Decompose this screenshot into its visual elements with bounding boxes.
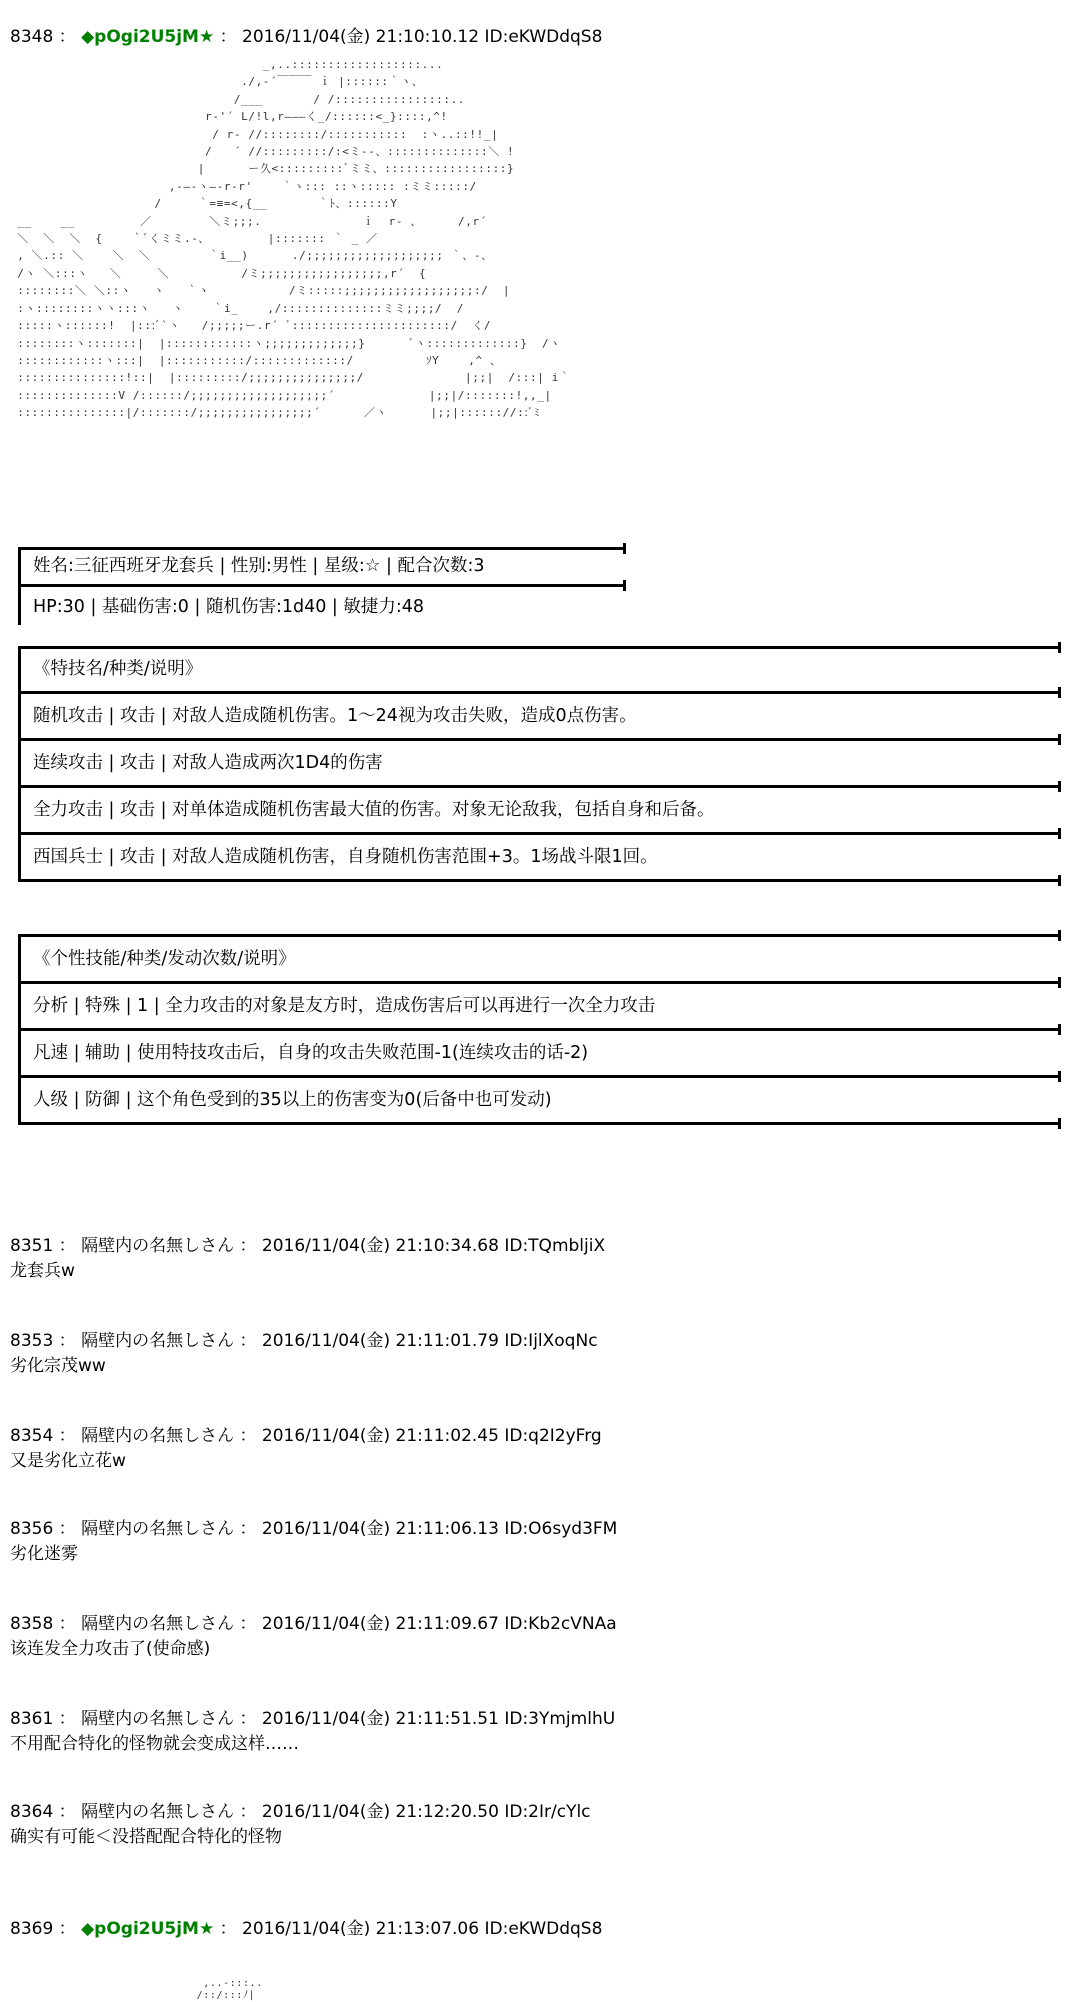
post-body-8353: 劣化宗茂ww	[10, 1356, 106, 1376]
divider	[21, 1122, 1061, 1125]
post-date: 2016/11/04(金) 21:11:06.13	[261, 1519, 499, 1539]
trait-row: 分析 | 特殊 | 1 | 全力攻击的对象是友方时，造成伤害后可以再进行一次全力攻击	[33, 996, 656, 1016]
post-id[interactable]: ID:2Ir/cYlc	[504, 1802, 591, 1822]
poster-name: 隔壁内の名無しさん	[81, 1331, 235, 1351]
trait-row: 凡速 | 辅助 | 使用特技攻击后，自身的攻击失败范围-1(连续攻击的话-2)	[33, 1043, 589, 1063]
post-header-8358: 8358 ： 隔壁内の名無しさん ： 2016/11/04(金) 21:11:09.67 ID:Kb2cVNAa	[10, 1614, 617, 1634]
post-number: 8358	[10, 1614, 54, 1634]
divider	[21, 879, 1061, 882]
post-id[interactable]: ID:TQmbljiX	[504, 1236, 606, 1256]
post-date: 2016/11/04(金) 21:11:01.79	[261, 1331, 499, 1351]
trait-row: 人级 | 防御 | 这个角色受到的35以上的伤害变为0(后备中也可发动)	[33, 1090, 552, 1110]
poster-trip[interactable]: ◆pOgi2U5jM★	[81, 1919, 215, 1939]
poster-name: 隔壁内の名無しさん	[81, 1802, 235, 1822]
skills-header: 《特技名/种类/说明》	[33, 659, 203, 679]
ascii-art-fragment: ,..-:::.. /::/:::ﾉ|	[196, 1978, 263, 2001]
post-body-8364: 确实有可能＜没搭配配合特化的怪物	[10, 1827, 282, 1847]
post-id[interactable]: ID:3YmjmlhU	[504, 1709, 616, 1729]
post-body-8354: 又是劣化立花w	[10, 1451, 126, 1471]
post-date: 2016/11/04(金) 21:12:20.50	[261, 1802, 499, 1822]
post-id[interactable]: ID:q2I2yFrg	[504, 1426, 602, 1446]
ascii-art-knight: _,..::::::::::::::::::... ./,-´￣￣￣ ｉ |::::::｀ヽ、 /___ / /::::::::::::::::.. r‐'´ L/!l,r―――く_/::::::<_}::::,^! / r‐ //::::::::/::::::::::: :ヽ..::!!_| / ´ //:::::::::/:<ミ--、::::::::::::::＼ ! | ー久<:::::::::ﾞミミ、:::::::::::::::::} ,-―-ヽ―-r-r' ｀ヽ::: ::ヽ::::: :ミミ:::::/ / ｀=≡=<,{__ ｀ﾄ、::::::Y __ __ ／ ＼ミ;;;. ｉ r‐ 、 /,r´ ＼ ＼ ＼ { ｀ﾞくミミ.-、 |::::::: ｀ _ ／ , ＼.:: ＼ ＼ ＼ ｀i__) ./;;;;;;;;;;;;;;;;;;; ｀、-、 /ヽ ＼:::ヽ ＼ ＼ /ミ;;;;;;;;;;;;;;;;;,r´ { ::::::::＼ ＼::ヽ ヽ ｀ヽ /ミ:::::;;;;;;;;;;;;;;;;;;:/ | :ヽ::::::::ヽヽ:::ヽ ヽ ｀i_ ,/::::::::::::::ミミ;;;;/ / :::::ヽ::::::! |:::ﾞ`ヽ /;;;;;ー.r´ ﾞ::::::::::::::::::::::/ く/ ::::::::ヽ:::::::| |::::::::::::ヽ;;;;;;;;;;;;;} ﾞヽ:::::::::::::} /ヽ ::::::::::::ヽ:::| |:::::::::::/:::::::::::::/ ｿY ,^ 、 :::::::::::::::!::| |:::::::::/;;;;;;;;;;;;;;;/ |;;| /:::| i｀ ::::::::::::::V /::::::/;;;;;;;;;;;;;;;;;;;´ |;;|/:::::::!,,_| :::::::::::::::|/:::::::/;;;;;;;;;;;;;;;;´ ／ヽ |;;|:::::://::ﾞﾐ	[17, 58, 571, 420]
post-id[interactable]: ID:eKWDdqS8	[484, 1919, 603, 1939]
post-id[interactable]: ID:eKWDdqS8	[484, 27, 603, 47]
post-number: 8361	[10, 1709, 54, 1729]
post-number: 8369	[10, 1919, 54, 1939]
post-header-8353: 8353 ： 隔壁内の名無しさん ： 2016/11/04(金) 21:11:01.79 ID:IjlXoqNc	[10, 1331, 598, 1351]
post-date: 2016/11/04(金) 21:11:51.51	[261, 1709, 499, 1729]
post-date: 2016/11/04(金) 21:10:34.68	[261, 1236, 499, 1256]
poster-name: 隔壁内の名無しさん	[81, 1519, 235, 1539]
post-header-8369: 8369 ： ◆pOgi2U5jM★ ： 2016/11/04(金) 21:13:07.06 ID:eKWDdqS8	[10, 1919, 603, 1939]
post-header-8364: 8364 ： 隔壁内の名無しさん ： 2016/11/04(金) 21:12:20.50 ID:2Ir/cYlc	[10, 1802, 591, 1822]
poster-trip[interactable]: ◆pOgi2U5jM★	[81, 27, 215, 47]
post-date: 2016/11/04(金) 21:10:10.12	[242, 27, 480, 47]
post-header-8361: 8361 ： 隔壁内の名無しさん ： 2016/11/04(金) 21:11:51.51 ID:3YmjmlhU	[10, 1709, 616, 1729]
post-id[interactable]: ID:O6syd3FM	[504, 1519, 618, 1539]
post-body-8358: 该连发全力攻击了(使命感)	[10, 1639, 211, 1659]
poster-name: 隔壁内の名無しさん	[81, 1709, 235, 1729]
post-date: 2016/11/04(金) 21:13:07.06	[242, 1919, 480, 1939]
traits-box	[18, 934, 1061, 1125]
skills-box	[18, 646, 1061, 882]
post-header-8351: 8351 ： 隔壁内の名無しさん ： 2016/11/04(金) 21:10:34.68 ID:TQmbljiX	[10, 1236, 606, 1256]
skill-row: 连续攻击 | 攻击 | 对敌人造成两次1D4的伤害	[33, 753, 383, 773]
status-line-1: 姓名:三征西班牙龙套兵 | 性别:男性 | 星级:☆ | 配合次数:3	[33, 556, 485, 576]
skill-row: 随机攻击 | 攻击 | 对敌人造成随机伤害。1～24视为攻击失败，造成0点伤害。	[33, 706, 637, 726]
post-number: 8351	[10, 1236, 54, 1256]
post-body-8361: 不用配合特化的怪物就会变成这样……	[10, 1734, 299, 1754]
poster-name: 隔壁内の名無しさん	[81, 1614, 235, 1634]
post-number: 8353	[10, 1331, 54, 1351]
post-date: 2016/11/04(金) 21:11:09.67	[261, 1614, 499, 1634]
post-header-8356: 8356 ： 隔壁内の名無しさん ： 2016/11/04(金) 21:11:06.13 ID:O6syd3FM	[10, 1519, 618, 1539]
post-body-8351: 龙套兵w	[10, 1261, 75, 1281]
post-number: 8354	[10, 1426, 54, 1446]
post-id[interactable]: ID:Kb2cVNAa	[504, 1614, 617, 1634]
poster-name: 隔壁内の名無しさん	[81, 1426, 235, 1446]
status-box	[18, 547, 626, 625]
skill-row: 西国兵士 | 攻击 | 对敌人造成随机伤害，自身随机伤害范围+3。1场战斗限1回。	[33, 847, 658, 867]
post-date: 2016/11/04(金) 21:11:02.45	[261, 1426, 499, 1446]
post-body-8356: 劣化迷雾	[10, 1544, 78, 1564]
traits-header: 《个性技能/种类/发动次数/说明》	[33, 949, 296, 969]
post-id[interactable]: ID:IjlXoqNc	[504, 1331, 598, 1351]
post-number: 8348	[10, 27, 54, 47]
post-number: 8356	[10, 1519, 54, 1539]
post-header-8354: 8354 ： 隔壁内の名無しさん ： 2016/11/04(金) 21:11:02.45 ID:q2I2yFrg	[10, 1426, 602, 1446]
status-line-2: HP:30 | 基础伤害:0 | 随机伤害:1d40 | 敏捷力:48	[33, 597, 425, 617]
post-number: 8364	[10, 1802, 54, 1822]
poster-name: 隔壁内の名無しさん	[81, 1236, 235, 1256]
post-header-8348: 8348 ： ◆pOgi2U5jM★ ： 2016/11/04(金) 21:10:10.12 ID:eKWDdqS8	[10, 27, 603, 47]
skill-row: 全力攻击 | 攻击 | 对单体造成随机伤害最大值的伤害。对象无论敌我，包括自身和后备。	[33, 800, 715, 820]
